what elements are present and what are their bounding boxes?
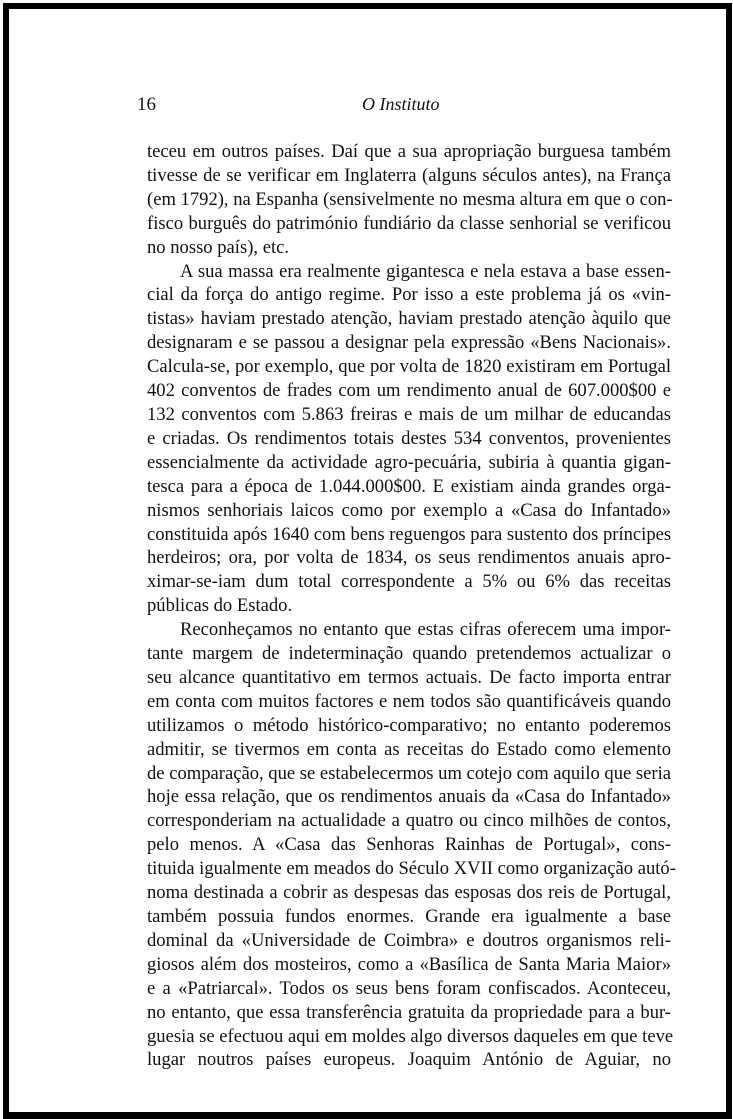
text-line: 132 conventos com 5.863 freiras e mais de um milhar de educandas (147, 403, 671, 425)
text-line: corresponderiam na actualidade a quatro ou cinco milhões de contos, (147, 810, 671, 832)
text-line: e a «Patriarcal». Todos os seus bens foram confiscados. Aconteceu, (147, 977, 671, 999)
text-line: seu alcance quantitativo em termos actuais. De facto importa entrar (147, 666, 671, 688)
body-text (147, 140, 676, 1072)
text-line: teceu em outros países. Daí que a sua apropriação burguesa também (147, 141, 671, 162)
text-line: também possuia fundos enormes. Grande era igualmente a base (147, 906, 671, 927)
text-line: ximar-se-iam dum total correspondente a 5% ou 6% das receitas (147, 571, 671, 593)
text-line: tesca para a época de 1.044.000$00. E existiam ainda grandes orga- (147, 475, 671, 497)
text-line: lugar noutros países europeus. Joaquim António de Aguiar, no (147, 1049, 671, 1071)
text-line: Reconheçamos no entanto que estas cifras oferecem uma impor- (180, 619, 671, 641)
text-line: no entanto, que essa transferência gratuita da propriedade para a bur- (147, 1001, 671, 1023)
text-line: tistas» haviam prestado atenção, haviam prestado atenção àquilo que (147, 308, 671, 330)
text-line: e criadas. Os rendimentos totais destes 534 conventos, provenientes (147, 427, 671, 449)
text-line: no nosso país), etc. (147, 236, 290, 258)
text-line: nismos senhoriais laicos como por exemplo a «Casa do Infantado» (147, 499, 671, 521)
paragraph (147, 140, 671, 260)
paragraph (147, 618, 676, 1072)
text-line: tituida igualmente em meados do Século XVII como organização autó- (147, 858, 676, 880)
text-line: designaram e se passou a designar pela expressão «Bens Nacionais». (147, 332, 671, 354)
text-line: hoje essa relação, que os rendimentos anuais da «Casa do Infantado» (147, 786, 671, 808)
text-line: tante margem de indeterminação quando pretendemos actualizar o (147, 643, 671, 665)
page-number: 16 (137, 94, 156, 115)
text-line: admitir, se tivermos em conta as receitas do Estado como elemento (147, 738, 671, 760)
text-line: fisco burguês do património fundiário da classe senhorial se verificou (147, 212, 671, 234)
text-line: giosos além dos mosteiros, como a «Basílica de Santa Maria Maior» (147, 953, 671, 975)
text-line: pelo menos. A «Casa das Senhoras Rainhas de Portugal», cons- (147, 834, 671, 856)
text-line: A sua massa era realmente gigantesca e nela estava a base essen- (180, 260, 671, 282)
text-line: constituida após 1640 com bens reguengos para sustento dos príncipes (147, 523, 672, 545)
text-line: (em 1792), na Espanha (sensivelmente no mesma altura em que o con- (147, 188, 673, 210)
text-line: 402 conventos de frades com um rendimento anual de 607.000$00 e (147, 380, 671, 402)
text-line: utilizamos o método histórico-comparativo; no entanto poderemos (147, 714, 671, 736)
text-line: Calcula-se, por exemplo, que por volta de 1820 existiram em Portugal (147, 356, 671, 378)
text-line: cial da força do antigo regime. Por isso a este problema já os «vin- (147, 284, 671, 306)
text-line: herdeiros; ora, por volta de 1834, os seus rendimentos anuais apro- (147, 547, 671, 569)
paragraph (147, 260, 671, 619)
text-line: guesia se efectuou aqui em moldes algo diversos daqueles em que teve (147, 1025, 674, 1047)
text-line: essencialmente da actividade agro-pecuária, subiria à quantia gigan- (147, 451, 671, 473)
text-line: em conta com muitos factores e nem todos são quantificáveis quando (147, 690, 671, 712)
text-line: tivesse de se verificar em Inglaterra (alguns séculos antes), na França (147, 164, 671, 186)
text-line: noma destinada a cobrir as despesas das esposas dos reis de Portugal, (147, 882, 671, 904)
running-title: O Instituto (362, 94, 440, 114)
text-line: públicas do Estado. (147, 595, 293, 617)
text-line: de comparação, que se estabelecermos um cotejo com aquilo que seria (147, 762, 672, 784)
text-line: dominal da «Universidade de Coimbra» e doutros organismos reli- (147, 929, 671, 951)
